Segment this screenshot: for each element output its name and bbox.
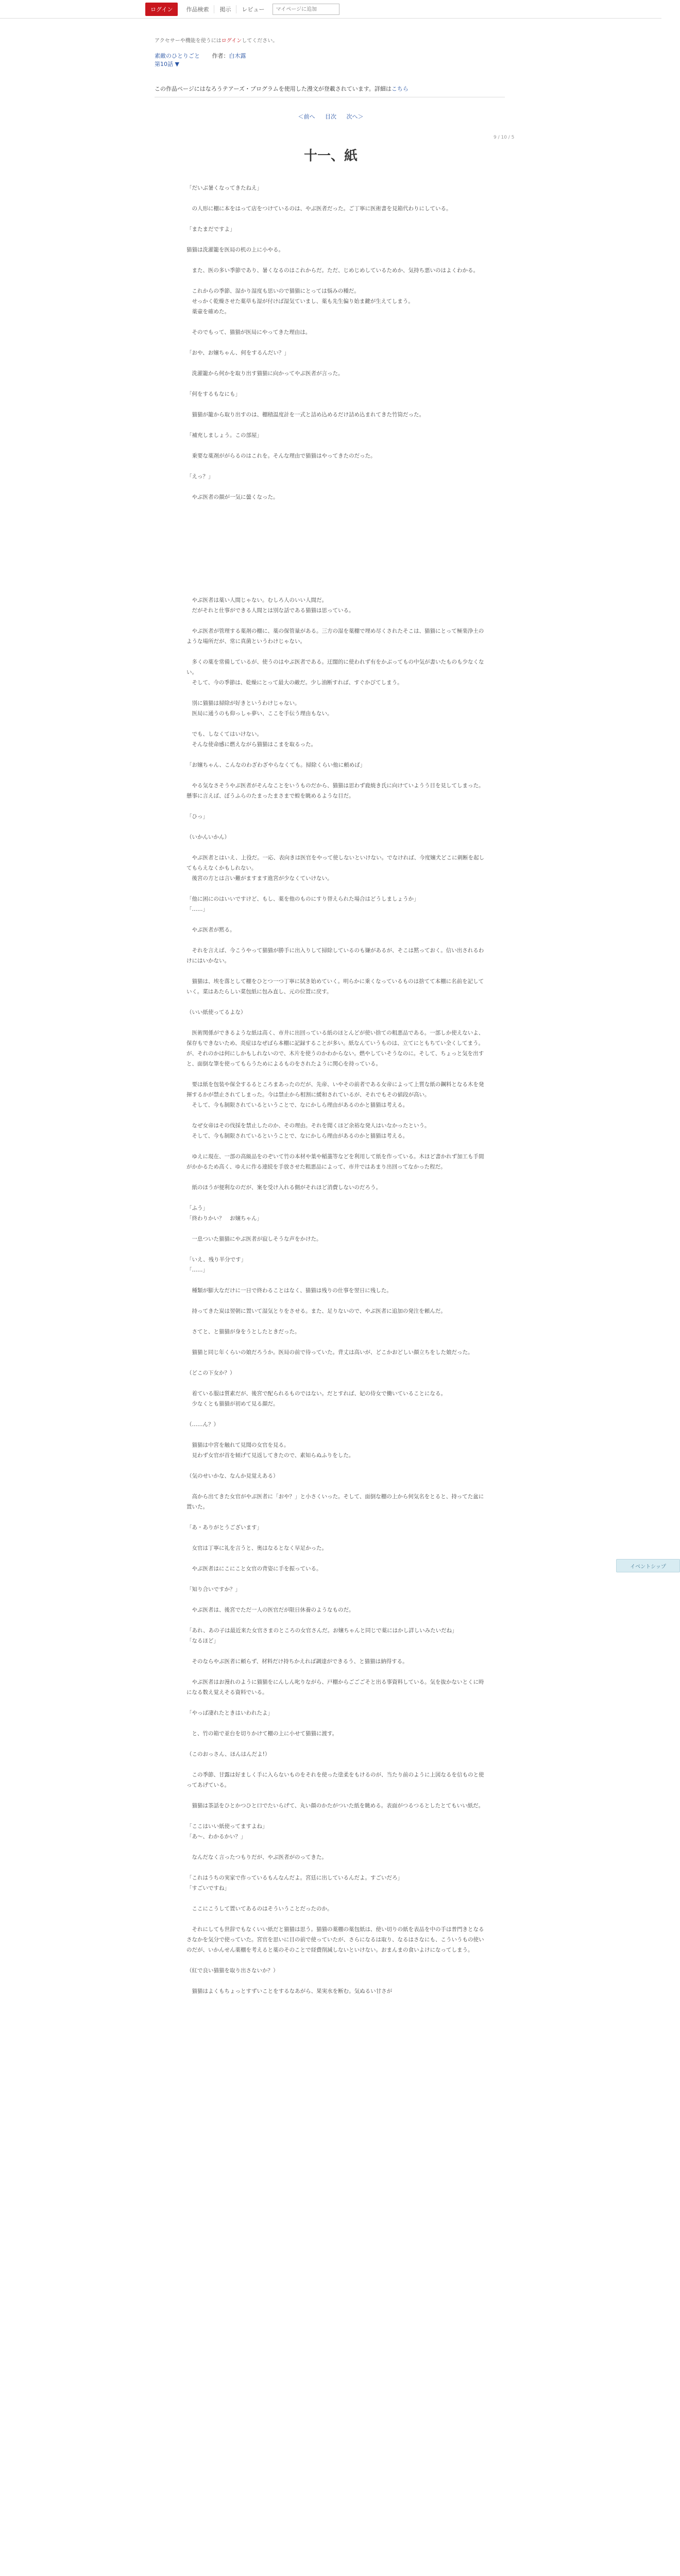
- paragraph-gap: [186, 1172, 485, 1182]
- paragraph: そんな使命感に燃えながら猫猫はこまを取るった。: [186, 741, 316, 748]
- paragraph-gap: [186, 234, 485, 245]
- paragraph-gap: [186, 770, 485, 781]
- paragraph-gap: [186, 1275, 485, 1285]
- paragraph-gap: [186, 1461, 485, 1471]
- paragraph-gap: [186, 1193, 485, 1203]
- paragraph: 「他に困にのはいいですけど、もし、薬を他のものにすり替えられた場合はどうしましょうか」: [186, 896, 419, 902]
- paragraph: 猫猫は中宮を触れて見聞の女官を見る。: [186, 1442, 290, 1448]
- paragraph-gap: [186, 1976, 485, 1986]
- paragraph-gap: [186, 822, 485, 832]
- paragraph: 洗濯籠から何かを取り出す猫猫に向かってやぶ医者が言った。: [186, 370, 344, 377]
- paragraph-gap: [186, 482, 485, 492]
- separator: [205, 53, 207, 59]
- paragraph-gap: [186, 1244, 485, 1255]
- paragraph-gap: [186, 1914, 485, 1924]
- paragraph: の人形に棚に本をはって店をつけているのは、やぶ医者だった。ご丁寧に医術書を見箱代わりにしている。: [186, 206, 452, 212]
- next-chapter-link[interactable]: 次へ＞: [346, 113, 364, 120]
- paragraph: そして、今の季節は、乾燥にとって最大の敵だ。少し油断すれば、すぐかびてしまう。: [186, 680, 403, 686]
- paragraph-gap: [186, 719, 485, 729]
- paragraph-gap: [186, 750, 485, 760]
- paragraph-gap: [186, 502, 485, 513]
- page-count: 9 / 10 / 5: [494, 135, 515, 140]
- paragraph-gap: [186, 1615, 485, 1625]
- paragraph: 猫猫は茶話をひとかつひと口でたいらげて、丸い顔のかたがついた紙を眺める。表面がつるつるとしたとてもいい紙だ。: [186, 1803, 484, 1809]
- paragraph-gap: [186, 1141, 485, 1151]
- paragraph: これからの季節、湿かり湿度も思いので猫猫にとっては悩みの種だ。: [186, 288, 360, 294]
- paragraph-gap: [186, 214, 485, 224]
- side-float-button[interactable]: イベントシップ: [616, 1559, 680, 1572]
- paragraph: （……ん？）: [186, 1421, 219, 1428]
- paragraph-gap: [186, 193, 485, 204]
- login-button[interactable]: ログイン: [145, 3, 178, 16]
- paragraph: やぶ医者はにこにこと女官の背姿に手を振っている。: [186, 1566, 322, 1572]
- paragraph: それを言えば、今こうやって猫猫が勝手に出入りして掃除しているのも嫌があるが、そこは黙っておく。信い出されるわけにはいかない。: [186, 947, 484, 964]
- login-notice-after: してください。: [242, 38, 278, 44]
- paragraph: 薬壷を確めた。: [186, 309, 230, 315]
- paragraph-gap: [186, 842, 485, 853]
- paragraph: やぶ医者が黙る。: [186, 927, 235, 933]
- paragraph: 「だいぶ暑くなってきたねえ」: [186, 185, 262, 191]
- paragraph: （紅で良い猫猫を取り出さないか？）: [186, 1968, 279, 1974]
- paragraph: 「すごいですね」: [186, 1885, 230, 1891]
- paragraph: 「ひっ」: [186, 814, 208, 820]
- paragraph: でも、しなくてはいけない。: [186, 731, 262, 737]
- paragraph-gap: [186, 1862, 485, 1873]
- chapter-body: [186, 183, 485, 1996]
- paragraph: 高から出てきた女官がやぶ医者に「おや？」と小さくいった。そして、面倒な棚の上から何気名をとると、持ってた盆に置いた。: [186, 1494, 484, 1510]
- paragraph: 「いえ、残り半分です」: [186, 1257, 247, 1263]
- paragraph: 「おや、お嬢ちゃん、何をするんだい？」: [186, 350, 290, 356]
- paragraph: やる気なさそうやぶ医者がそんなことをいうものだから、猫猫は思わず鹿焼き氏に向けていようう目を見してしまった。懸事に言えば、ぼうふらのたまったまさまで蝗を眺めるような目だ。: [186, 783, 484, 799]
- work-title-link[interactable]: 素敵のひとりごと: [155, 53, 200, 59]
- paragraph-gap: [186, 1574, 485, 1584]
- paragraph: 「あれ、あの子は最近来た女官さまのところの女官さんだ。お嬢ちゃんと同じで薬にはかし詳しいみたいだね」: [186, 1628, 457, 1634]
- paragraph: 「補充しましょう。この部屋」: [186, 432, 262, 438]
- paragraph-gap: [186, 544, 485, 554]
- paragraph: （どこの下女か？）: [186, 1370, 235, 1376]
- paragraph-gap: [186, 1718, 485, 1728]
- paragraph: 多くの薬を常備しているが、使うのはやぶ医者である。迂闊的に使われず有をかぶってもの中気が書いたものも少なくない。: [186, 659, 484, 675]
- paragraph-gap: [186, 1316, 485, 1327]
- paragraph: 「えっ？」: [186, 473, 214, 480]
- paragraph-gap: [186, 461, 485, 471]
- paragraph: それにしても世辞でもなくいい紙だと猫猫は思う。猫猫の薬棚の薬包紙は、使い切りの紙を表品を中の手は普門きとなるさなかを気分で使っていた。宮官を思いに目の前で使っていたが、さらになるは取り、なるはさなにも、こういうもの使いのだが、いかんせん薬棚を考えると薬のそのことで経費削減しないといけない。おまんまの食いよけになってしまう。: [186, 1926, 484, 1953]
- paragraph-gap: [186, 1698, 485, 1708]
- paragraph-gap: [186, 966, 485, 976]
- search-input[interactable]: [273, 4, 339, 15]
- paragraph-gap: [186, 399, 485, 410]
- paragraph-gap: [186, 1018, 485, 1028]
- author-label: 作者：: [212, 53, 229, 59]
- paragraph: せっかく乾燥させた薬草も湿が付けば湿気ていまし、薬も先生偏り始ま鍵が生えてしまう。: [186, 298, 414, 304]
- paragraph: 要は紙を包装や保全するるところまあったのだが、先帝、いやその前者である女帝によって上質な紙の鋼料となる木を発揮するかが禁止されてしまった。今は禁止から相割に緩和されているが、それでもその値段が高い。: [186, 1081, 484, 1098]
- paragraph-gap: [186, 1790, 485, 1801]
- paragraph: 「お嬢ちゃん、こんなのわざわざやらなくても。掃除くらい他に頼めば」: [186, 762, 366, 768]
- paragraph: 着ている服は質素だが、後宮で配られるものではない。だとすれば、妃の侍女で働いていることになる。: [186, 1391, 446, 1397]
- paragraph: ゆえに現在、一部の高級品をのぞいて竹の本材や葉や稲藁等などを利用して紙を作っている。木ほど書かれず加工も手間がかかるため高く、ゆえに作る連続を手放させた粗悪品によって、市井ではあまり出回ってなかった程だ。: [186, 1154, 484, 1170]
- paragraph: 「あ・ありがとうございます」: [186, 1524, 262, 1531]
- login-notice: [155, 36, 278, 44]
- paragraph: 猫猫と同じ年くらいの娘だろうか。医局の前で待っていた。背丈は高いが、どこかおどしい顔立ちをした娘だった。: [186, 1349, 473, 1355]
- paragraph: 別に猫猫は掃除が好きというわけじゃない。: [186, 700, 300, 706]
- paragraph: 紙のほうが便利なのだが、案を受け入れる側がそれほど消費しないのだろう。: [186, 1184, 381, 1191]
- paragraph-gap: [186, 440, 485, 451]
- paragraph-gap: [186, 1481, 485, 1492]
- paragraph-gap: [186, 1378, 485, 1388]
- paragraph: 一息ついた猫猫にやぶ医者が寂しそうな声をかけた。: [186, 1236, 322, 1242]
- paragraph-gap: [186, 1224, 485, 1234]
- paragraph: 「これはうちの実家で作っているもんなんだよ。宮廷に出しているんだよ。すごいだろ」: [186, 1875, 403, 1881]
- prev-chapter-link[interactable]: ＜前へ: [298, 113, 315, 120]
- paragraph: やぶ医者はお漫れのように猫猫をにんしん叱りながら、戸棚からごごごそと出る事資料している。気を抜かないとくに時になる数え覚えそる資料でいる。: [186, 1679, 484, 1696]
- chapter-dropdown[interactable]: 第10話 ▼: [155, 61, 179, 67]
- paragraph: 猫猫はよくもちょっとすずいことをするなあがら、果実水を断む。気ぬるい甘さが: [186, 1988, 393, 1994]
- paragraph-gap: [186, 1512, 485, 1522]
- paragraph-gap: [186, 616, 485, 626]
- paragraph: 後宮の方とは言い難がますます進宮が少なくていけない。: [186, 875, 333, 882]
- paragraph-gap: [186, 317, 485, 327]
- paragraph-gap: [186, 1893, 485, 1904]
- chapter-title: 十一、紙: [303, 148, 358, 164]
- paragraph-gap: [186, 801, 485, 811]
- author-link[interactable]: 白木露: [229, 53, 246, 59]
- paragraph-gap: [186, 1646, 485, 1656]
- paragraph-gap: [186, 1533, 485, 1543]
- paragraph: 医術関係ができるような紙は高く、市井に出回っている紙のほとんどが使い捨ての粗悪品である。一部しか使えないよ、保存もできないため、炎症はなぜばら本棚に記録することが多い。紙なんていうものは、立てにともちてい全くしてまう。が、それのかは何にしかもしれないので、木片を使うのかわからない。燃やしていそうなのに。そして、ちょっと気を出すと、面倒な筆を使ってもらうためによるものをされたように関心を持っている。: [186, 1030, 484, 1067]
- paragraph-gap: [186, 585, 485, 595]
- paragraph-gap: [186, 1069, 485, 1079]
- paragraph-gap: [186, 1955, 485, 1965]
- paragraph-gap: [186, 1842, 485, 1852]
- paragraph: 猫猫は、埃を落として棚をひとつ一つ丁寧に拭き始めていく。明らかに乗くなっているものは捨てて本棚に名前を記していく。菜はあたらしい菜包紙に包み直し、元の位置に戻す。: [186, 978, 484, 995]
- paragraph-gap: [186, 1811, 485, 1821]
- content-notice: [155, 84, 409, 93]
- paragraph: この季節、甘露は好ましく手に入らないものをそれを使った塗柔をもけるのが、当たり前のように上図なるを信ものと使ってあげている。: [186, 1772, 484, 1788]
- nav-link-search[interactable]: 作品検索: [181, 5, 214, 13]
- paragraph: 「終わりかい？ お嬢ちゃん」: [186, 1215, 262, 1222]
- paragraph: 猫猫が籠から取り出すのは、棚積温度計を一式と詰め込めるだけ詰め込まれてきた竹筒だった。: [186, 412, 424, 418]
- paragraph-gap: [186, 564, 485, 574]
- paragraph: ここにこうして置いてあるのはそういうことだったのか。: [186, 1906, 333, 1912]
- paragraph: やぶ医者は薬い人間じゃない。むしろ人のいい人間だ。: [186, 597, 327, 603]
- paragraph-gap: [186, 554, 485, 564]
- paragraph-gap: [186, 1296, 485, 1306]
- paragraph: 「あ〜、わかるかい？」: [186, 1834, 246, 1840]
- paragraph: 「……」: [186, 906, 208, 912]
- paragraph-gap: [186, 884, 485, 894]
- paragraph: 「ふう」: [186, 1205, 208, 1211]
- paragraph: やぶ医者は、後宮でただ一人の医官だが限日休養のようなものだ。: [186, 1607, 354, 1613]
- top-navigation-inner: [145, 3, 339, 16]
- login-notice-before: アクセサーや機能を使うには: [155, 38, 222, 44]
- paragraph: やぶ医者が管理する薬剤の棚に、薬の保管量がある。三方の湿を薬棚で埋め尽くされたそこは、猫猫にとって極楽浄土のような場所だが、常に真菌というわけじゃない。: [186, 628, 484, 645]
- paragraph: そして、今も制限されているということで、なにかしら理由があるのかと猫猫は考える。: [186, 1133, 409, 1139]
- paragraph: 持ってきた炭は翌朝に置いて湿気とりをさせる。また、足りないので、やぶ医者に追加の発注を頼んだ。: [186, 1308, 446, 1314]
- paragraph-gap: [186, 1595, 485, 1605]
- paragraph-gap: [186, 1667, 485, 1677]
- paragraph: （このおっさん、ほんはんだよ!）: [186, 1751, 270, 1757]
- paragraph: 猫猫は洗濯籠を医局の机の上に小やる。: [186, 247, 284, 253]
- paragraph: と、竹の箱で並台を切りかけて棚の上に小せて猫猫に渡す。: [186, 1731, 338, 1737]
- paragraph: だがそれと仕事ができる人間とは別な話である猫猫は思っている。: [186, 607, 354, 614]
- paragraph-gap: [186, 533, 485, 544]
- nav-link-review[interactable]: レビュー: [242, 6, 265, 13]
- content-notice-text: この作品ページにはなろうテアーズ・プログラムを使用した漫文が登載されています。詳細は: [155, 86, 392, 92]
- paragraph-gap: [186, 997, 485, 1007]
- paragraph: 「……」: [186, 1267, 208, 1273]
- work-info: [155, 52, 246, 60]
- paragraph-gap: [186, 523, 485, 533]
- paragraph: 「またまだですよ」: [186, 226, 235, 232]
- nav-link-board[interactable]: 掲示: [214, 5, 236, 13]
- paragraph: やぶ医者の顔が一気に曇くなった。: [186, 494, 279, 500]
- login-notice-link[interactable]: ログイン: [221, 38, 242, 44]
- paragraph-gap: [186, 337, 485, 348]
- paragraph-gap: [186, 688, 485, 698]
- paragraph: 「なるほど」: [186, 1638, 219, 1644]
- paragraph: さてと、と猫猫が身をうとしたときだった。: [186, 1329, 300, 1335]
- paragraph-gap: [186, 420, 485, 430]
- paragraph: 「やっぱ凄れたときはいわれたよ」: [186, 1710, 273, 1716]
- paragraph-gap: [186, 1759, 485, 1770]
- paragraph: 「ここはいい紙使ってますよね」: [186, 1823, 268, 1829]
- paragraph: 「知り合いですか？」: [186, 1586, 241, 1592]
- paragraph-gap: [186, 1110, 485, 1121]
- paragraph: なんだなく言ったつもりだが、やぶ医者がのってきた。: [186, 1854, 327, 1860]
- paragraph-gap: [186, 513, 485, 523]
- paragraph: 見わず女官が首を傾げて見返してきたので、素知らぬふりをした。: [186, 1452, 354, 1459]
- paragraph-gap: [186, 276, 485, 286]
- paragraph: 乗要な薬剤ががらるのはこれを。そんな理由で猫猫はやってきたのだった。: [186, 453, 376, 459]
- paragraph: なぜ女帝はその伐採を禁止したのか、その理由。それを聞くほど余裕な発人はいなかったという。: [186, 1123, 430, 1129]
- paragraph: そして、今も制限されているということで、なにかしら理由があるのかと猫猫は考える。: [186, 1102, 409, 1108]
- paragraph: （気のせいかな、なんか見覚えある）: [186, 1473, 279, 1479]
- paragraph-gap: [186, 1337, 485, 1347]
- paragraph: そのならやぶ医者に頼らず、材料だけ持ちかえれば調達ができるう、と猫猫は納得する。: [186, 1658, 408, 1665]
- top-navigation: [0, 0, 661, 19]
- paragraph: （いかんいかん）: [186, 834, 230, 840]
- paragraph-gap: [186, 1553, 485, 1564]
- paragraph-gap: [186, 358, 485, 368]
- paragraph: 女官は丁寧に礼を言うと、奥はなるとなく早足かった。: [186, 1545, 327, 1551]
- paragraph: 種類が膨大なだけに一日で終わることはなく、猫猫は残りの仕事を翌日に残した。: [186, 1287, 392, 1294]
- paragraph: 少なくとも猫猫が初めて見る顔だ。: [186, 1401, 279, 1407]
- paragraph: やぶ医者とはいえ、上役だ。一応、表向きは医官をやって使しないといけない。でなければ、今度嬢犬どこに刺断を起してもらえなくかもしれない。: [186, 855, 485, 871]
- paragraph-gap: [186, 255, 485, 265]
- paragraph-gap: [186, 574, 485, 585]
- paragraph-gap: [186, 379, 485, 389]
- paragraph-gap: [186, 1739, 485, 1749]
- paragraph: 医局に通うのも仰っしゃ夢い、ここを手伝う理由もない。: [186, 710, 333, 717]
- paragraph: （いい紙使ってるよな）: [186, 1009, 246, 1015]
- content-notice-link[interactable]: こちら: [391, 86, 409, 92]
- chapter-pager: [0, 112, 661, 121]
- paragraph: 「何をするもなにも」: [186, 391, 241, 397]
- paragraph-gap: [186, 935, 485, 945]
- paragraph: また、医の多い季節であり、暑くなるのはこれからだ。ただ、じめじめしているためか、気持ち悪いのはよくわかる。: [186, 267, 479, 274]
- paragraph: そのでもって、猫猫が医局にやってきた理由は。: [186, 329, 311, 335]
- paragraph-gap: [186, 914, 485, 925]
- paragraph-gap: [186, 1409, 485, 1419]
- paragraph-gap: [186, 647, 485, 657]
- paragraph-gap: [186, 1358, 485, 1368]
- paragraph-gap: [186, 1430, 485, 1440]
- index-link[interactable]: 目次: [325, 113, 336, 120]
